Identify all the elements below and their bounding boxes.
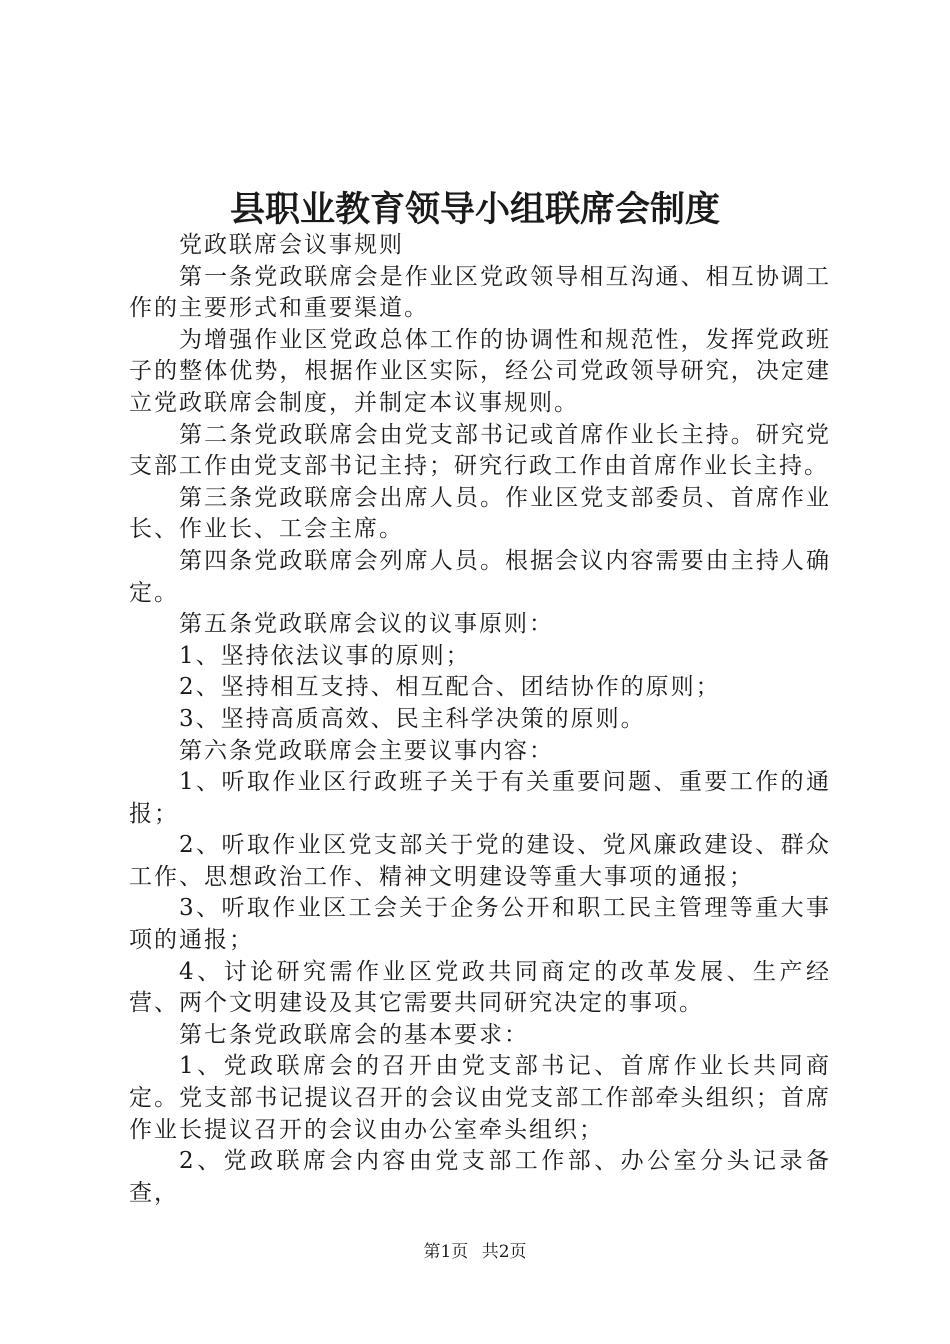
document-title: 县职业教育领导小组联席会制度 — [229, 189, 720, 230]
paragraph: 第五条党政联席会议的议事原则： — [179, 611, 554, 638]
paragraph: 第六条党政联席会主要议事内容： — [179, 737, 554, 764]
paragraph: 2、坚持相互支持、相互配合、团结协作的原则； — [179, 674, 721, 701]
paragraph: 第一条党政联席会是作业区党政领导相互沟通、相互协调工作的主要形式和重要渠道。 — [129, 263, 831, 322]
paragraph: 2、党政联席会内容由党支部工作部、办公室分头记录备查， — [129, 1148, 831, 1206]
paragraph: 第四条党政联席会列席人员。根据会议内容需要由主持人确定。 — [129, 547, 831, 606]
paragraph: 2、听取作业区党支部关于党的建设、党风廉政建设、群众工作、思想政治工作、精神文明建设等重大事项的通报； — [129, 832, 831, 890]
paragraph: 1、听取作业区行政班子关于有关重要问题、重要工作的通报； — [129, 769, 831, 827]
page-footer — [0, 1240, 950, 1264]
document-body — [129, 230, 831, 1209]
paragraph: 党政联席会议事规则 — [179, 232, 404, 258]
page-number: 第1页 — [423, 1242, 469, 1262]
paragraph: 4、讨论研究需作业区党政共同商定的改革发展、生产经营、两个文明建设及其它需要共同研究决定的事项。 — [129, 958, 831, 1017]
page-total: 共2页 — [481, 1242, 527, 1262]
paragraph: 1、党政联席会的召开由党支部书记、首席作业长共同商定。党支部书记提议召开的会议由党支部工作部牵头组织；首席作业长提议召开的会议由办公室牵头组织； — [129, 1053, 831, 1143]
paragraph: 第三条党政联席会出席人员。作业区党支部委员、首席作业长、作业长、工会主席。 — [129, 484, 831, 543]
paragraph: 为增强作业区党政总体工作的协调性和规范性，发挥党政班子的整体优势，根据作业区实际，经公司党政领导研究，决定建立党政联席会制度，并制定本议事规则。 — [129, 326, 831, 416]
paragraph: 第七条党政联席会的基本要求： — [179, 1021, 529, 1048]
paragraph: 第二条党政联席会由党支部书记或首席作业长主持。研究党支部工作由党支部书记主持；研究行政工作由首席作业长主持。 — [129, 421, 831, 480]
paragraph: 3、听取作业区工会关于企务公开和职工民主管理等重大事项的通报； — [129, 895, 831, 954]
paragraph: 1、坚持依法议事的原则； — [179, 642, 471, 669]
paragraph: 3、坚持高质高效、民主科学决策的原则。 — [179, 705, 646, 732]
